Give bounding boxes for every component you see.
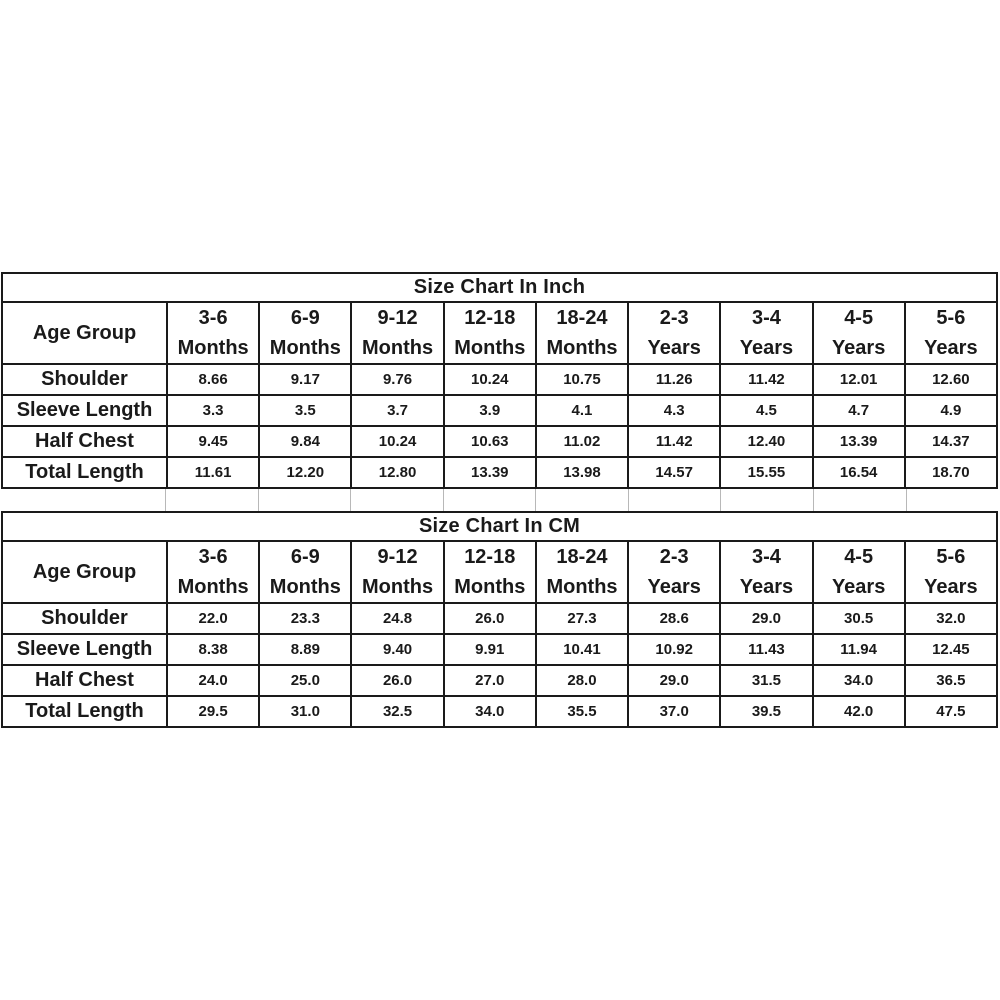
value-cell: 22.0 [167, 603, 259, 634]
value-cell: 10.63 [444, 426, 536, 457]
column-header-range: 12-18 [464, 307, 516, 329]
value-cell: 12.45 [905, 634, 997, 665]
value-cell: 13.98 [536, 457, 628, 488]
column-header-range: 2-3 [659, 546, 689, 568]
column-header-range: 12-18 [464, 546, 516, 568]
column-header-unit: Years [924, 337, 978, 359]
value-cell: 27.0 [444, 665, 536, 696]
column-header-range: 18-24 [556, 307, 608, 329]
column-header-unit: Months [362, 576, 434, 598]
table-row-shoulder [2, 603, 997, 634]
value-cell: 3.3 [167, 395, 259, 426]
column-header-3-6-months [167, 302, 259, 364]
column-header-3-4-years [720, 541, 812, 603]
table-title-inch: Size Chart In Inch [2, 273, 997, 302]
value-cell: 10.75 [536, 364, 628, 395]
column-header-range: 18-24 [556, 546, 608, 568]
column-header-range: 3-4 [751, 546, 781, 568]
row-label: Shoulder [2, 364, 167, 395]
value-cell: 8.38 [167, 634, 259, 665]
column-header-unit: Years [647, 337, 701, 359]
table-header-row [2, 541, 997, 603]
spacer-gridline [166, 489, 259, 511]
value-cell: 35.5 [536, 696, 628, 727]
value-cell: 11.61 [167, 457, 259, 488]
column-header-range: 4-5 [844, 546, 874, 568]
value-cell: 9.40 [351, 634, 443, 665]
value-cell: 30.5 [813, 603, 905, 634]
value-cell: 11.43 [720, 634, 812, 665]
row-label: Total Length [2, 696, 167, 727]
value-cell: 4.9 [905, 395, 997, 426]
column-header-12-18-months [444, 302, 536, 364]
value-cell: 12.01 [813, 364, 905, 395]
table-title-cm: Size Chart In CM [2, 512, 997, 541]
row-label: Half Chest [2, 665, 167, 696]
table-title-row [2, 512, 997, 541]
value-cell: 13.39 [813, 426, 905, 457]
column-header-range: 2-3 [659, 307, 689, 329]
value-cell: 34.0 [813, 665, 905, 696]
column-header-5-6-years [905, 302, 997, 364]
column-header-range: 9-12 [377, 307, 418, 329]
row-label: Shoulder [2, 603, 167, 634]
value-cell: 24.0 [167, 665, 259, 696]
value-cell: 11.26 [628, 364, 720, 395]
spacer-gridline [1, 489, 166, 511]
value-cell: 26.0 [351, 665, 443, 696]
column-header-3-4-years [720, 302, 812, 364]
row-label: Total Length [2, 457, 167, 488]
column-header-unit: Years [739, 576, 794, 598]
value-cell: 3.9 [444, 395, 536, 426]
column-header-4-5-years [813, 302, 905, 364]
column-header-unit: Years [739, 337, 794, 359]
value-cell: 42.0 [813, 696, 905, 727]
value-cell: 8.66 [167, 364, 259, 395]
value-cell: 31.0 [259, 696, 351, 727]
column-header-18-24-months [536, 541, 628, 603]
column-header-12-18-months [444, 541, 536, 603]
value-cell: 27.3 [536, 603, 628, 634]
value-cell: 4.7 [813, 395, 905, 426]
spacer-gridline [536, 489, 629, 511]
value-cell: 9.45 [167, 426, 259, 457]
table-row-total-length [2, 457, 997, 488]
size-chart-cm-table [1, 511, 998, 728]
value-cell: 31.5 [720, 665, 812, 696]
column-header-range: 3-4 [751, 307, 781, 329]
value-cell: 25.0 [259, 665, 351, 696]
value-cell: 10.24 [351, 426, 443, 457]
table-row-shoulder [2, 364, 997, 395]
column-header-unit: Months [269, 337, 341, 359]
value-cell: 11.02 [536, 426, 628, 457]
column-header-unit: Months [177, 337, 249, 359]
value-cell: 23.3 [259, 603, 351, 634]
corner-cell-age-group: Age Group [2, 541, 167, 603]
value-cell: 16.54 [813, 457, 905, 488]
value-cell: 3.7 [351, 395, 443, 426]
corner-cell-age-group: Age Group [2, 302, 167, 364]
value-cell: 9.76 [351, 364, 443, 395]
value-cell: 26.0 [444, 603, 536, 634]
spacer-gridline [907, 489, 999, 511]
column-header-unit: Months [269, 576, 341, 598]
value-cell: 4.1 [536, 395, 628, 426]
value-cell: 28.6 [628, 603, 720, 634]
column-header-range: 6-9 [290, 307, 320, 329]
column-header-unit: Months [454, 576, 526, 598]
value-cell: 4.5 [720, 395, 812, 426]
table-title-row [2, 273, 997, 302]
value-cell: 47.5 [905, 696, 997, 727]
column-header-unit: Months [546, 337, 618, 359]
column-header-range: 5-6 [936, 307, 966, 329]
column-header-unit: Months [362, 337, 434, 359]
column-header-5-6-years [905, 541, 997, 603]
column-header-3-6-months [167, 541, 259, 603]
value-cell: 12.20 [259, 457, 351, 488]
value-cell: 29.0 [628, 665, 720, 696]
spacer-gridline [721, 489, 814, 511]
column-header-range: 9-12 [377, 546, 418, 568]
value-cell: 9.91 [444, 634, 536, 665]
column-header-2-3-years [628, 302, 720, 364]
value-cell: 15.55 [720, 457, 812, 488]
column-header-range: 4-5 [844, 307, 874, 329]
column-header-4-5-years [813, 541, 905, 603]
value-cell: 29.5 [167, 696, 259, 727]
value-cell: 14.57 [628, 457, 720, 488]
value-cell: 34.0 [444, 696, 536, 727]
value-cell: 3.5 [259, 395, 351, 426]
value-cell: 32.0 [905, 603, 997, 634]
column-header-unit: Years [647, 576, 701, 598]
table-header-row [2, 302, 997, 364]
table-row-half-chest [2, 665, 997, 696]
value-cell: 12.40 [720, 426, 812, 457]
column-header-9-12-months [351, 302, 443, 364]
spacer-row [1, 489, 998, 511]
column-header-18-24-months [536, 302, 628, 364]
value-cell: 39.5 [720, 696, 812, 727]
value-cell: 11.42 [720, 364, 812, 395]
value-cell: 14.37 [905, 426, 997, 457]
value-cell: 18.70 [905, 457, 997, 488]
table-row-sleeve-length [2, 634, 997, 665]
column-header-2-3-years [628, 541, 720, 603]
value-cell: 9.84 [259, 426, 351, 457]
column-header-range: 6-9 [290, 546, 320, 568]
column-header-unit: Years [831, 576, 886, 598]
value-cell: 32.5 [351, 696, 443, 727]
size-chart-stack [1, 272, 998, 728]
table-row-total-length [2, 696, 997, 727]
value-cell: 36.5 [905, 665, 997, 696]
value-cell: 10.24 [444, 364, 536, 395]
row-label: Sleeve Length [2, 634, 167, 665]
spacer-gridline [351, 489, 444, 511]
table-row-sleeve-length [2, 395, 997, 426]
value-cell: 10.41 [536, 634, 628, 665]
value-cell: 11.42 [628, 426, 720, 457]
column-header-unit: Months [454, 337, 526, 359]
value-cell: 13.39 [444, 457, 536, 488]
column-header-6-9-months [259, 541, 351, 603]
value-cell: 24.8 [351, 603, 443, 634]
column-header-range: 5-6 [936, 546, 966, 568]
row-label: Sleeve Length [2, 395, 167, 426]
spacer-gridline [444, 489, 537, 511]
value-cell: 10.92 [628, 634, 720, 665]
value-cell: 29.0 [720, 603, 812, 634]
value-cell: 11.94 [813, 634, 905, 665]
value-cell: 37.0 [628, 696, 720, 727]
value-cell: 8.89 [259, 634, 351, 665]
size-chart-inch-table [1, 272, 998, 489]
value-cell: 28.0 [536, 665, 628, 696]
column-header-6-9-months [259, 302, 351, 364]
spacer-gridline [259, 489, 352, 511]
value-cell: 12.80 [351, 457, 443, 488]
spacer-gridline [814, 489, 907, 511]
value-cell: 12.60 [905, 364, 997, 395]
row-label: Half Chest [2, 426, 167, 457]
column-header-range: 3-6 [198, 307, 228, 329]
column-header-range: 3-6 [198, 546, 228, 568]
column-header-9-12-months [351, 541, 443, 603]
column-header-unit: Years [831, 337, 886, 359]
value-cell: 4.3 [628, 395, 720, 426]
column-header-unit: Years [924, 576, 978, 598]
spacer-gridline [629, 489, 722, 511]
column-header-unit: Months [177, 576, 249, 598]
table-row-half-chest [2, 426, 997, 457]
column-header-unit: Months [546, 576, 618, 598]
value-cell: 9.17 [259, 364, 351, 395]
